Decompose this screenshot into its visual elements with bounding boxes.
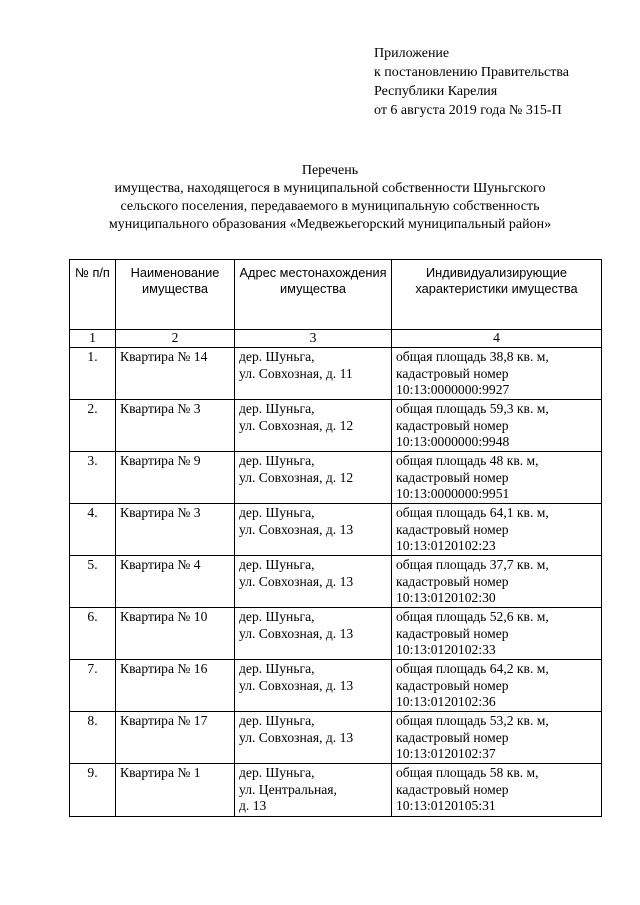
property-characteristics — [392, 348, 602, 400]
characteristic-line: 10:13:0120102:23 — [396, 538, 496, 553]
header-line: имущества — [141, 281, 209, 296]
address-line: дер. Шуньга, — [239, 349, 315, 364]
characteristic-line: общая площадь 37,7 кв. м, — [396, 557, 549, 572]
row-number: 2. — [70, 400, 116, 452]
property-address — [235, 712, 392, 764]
characteristic-line: общая площадь 38,8 кв. м, — [396, 349, 549, 364]
header-line: Наименование — [130, 265, 220, 280]
characteristic-line: общая площадь 64,1 кв. м, — [396, 505, 549, 520]
characteristic-line: кадастровый номер — [396, 365, 509, 381]
address-line: ул. Совхозная, д. 12 — [239, 469, 354, 485]
address-line: ул. Совхозная, д. 13 — [239, 729, 354, 745]
property-name: Квартира № 17 — [116, 712, 235, 764]
property-table — [69, 259, 602, 817]
characteristic-line: общая площадь 64,2 кв. м, — [396, 661, 549, 676]
characteristic-line: кадастровый номер — [396, 521, 509, 537]
header-name — [116, 260, 235, 330]
header-characteristics — [392, 260, 602, 330]
property-name: Квартира № 4 — [116, 556, 235, 608]
address-line: ул. Совхозная, д. 13 — [239, 521, 354, 537]
characteristic-line: кадастровый номер — [396, 417, 509, 433]
property-characteristics — [392, 660, 602, 712]
column-number: 4 — [392, 330, 602, 348]
table-row — [70, 452, 602, 504]
header-line: № — [75, 265, 89, 280]
row-number: 3. — [70, 452, 116, 504]
characteristic-line: кадастровый номер — [396, 677, 509, 693]
column-number: 2 — [116, 330, 235, 348]
table-row — [70, 400, 602, 452]
characteristic-line: 10:13:0000000:9948 — [396, 434, 510, 449]
property-characteristics — [392, 504, 602, 556]
address-line: дер. Шуньга, — [239, 713, 315, 728]
address-line: ул. Совхозная, д. 12 — [239, 417, 354, 433]
appendix-block — [374, 44, 569, 120]
characteristic-line: кадастровый номер — [396, 469, 509, 485]
table-row — [70, 504, 602, 556]
table-row — [70, 712, 602, 764]
header-line: Индивидуализирующие — [425, 265, 568, 280]
address-line: ул. Совхозная, д. 13 — [239, 625, 354, 641]
title-line: Перечень — [301, 163, 359, 178]
row-number: 1. — [70, 348, 116, 400]
address-line: дер. Шуньга, — [239, 401, 315, 416]
appendix-line: от 6 августа 2019 года № 315-П — [374, 103, 562, 118]
table-row — [70, 608, 602, 660]
characteristic-line: 10:13:0120102:36 — [396, 694, 496, 709]
row-number: 8. — [70, 712, 116, 764]
column-number: 3 — [235, 330, 392, 348]
property-address — [235, 556, 392, 608]
row-number: 7. — [70, 660, 116, 712]
header-line: п/п — [92, 265, 110, 280]
header-line: характеристики имущества — [415, 281, 578, 296]
property-name: Квартира № 16 — [116, 660, 235, 712]
property-address — [235, 452, 392, 504]
characteristic-line: общая площадь 48 кв. м, — [396, 453, 539, 468]
characteristic-line: общая площадь 53,2 кв. м, — [396, 713, 549, 728]
address-line: ул. Совхозная, д. 13 — [239, 677, 354, 693]
characteristic-line: общая площадь 52,6 кв. м, — [396, 609, 549, 624]
title-line: имущества, находящегося в муниципальной собственности Шуньгского — [114, 181, 546, 196]
appendix-line: к постановлению Правительства — [374, 65, 570, 80]
characteristic-line: 10:13:0120102:30 — [396, 590, 496, 605]
address-line: дер. Шуньга, — [239, 557, 315, 572]
row-number: 5. — [70, 556, 116, 608]
address-line: дер. Шуньга, — [239, 765, 315, 780]
characteristic-line: кадастровый номер — [396, 573, 509, 589]
header-line: местонахождения — [279, 265, 387, 280]
address-line: д. 13 — [239, 798, 267, 813]
characteristic-line: общая площадь 58 кв. м, — [396, 765, 539, 780]
table-row — [70, 348, 602, 400]
characteristic-line: кадастровый номер — [396, 625, 509, 641]
property-address — [235, 608, 392, 660]
row-number: 9. — [70, 764, 116, 817]
characteristic-line: 10:13:0000000:9927 — [396, 382, 510, 397]
address-line: ул. Совхозная, д. 13 — [239, 573, 354, 589]
header-line: имущества — [279, 281, 347, 296]
characteristic-line: 10:13:0000000:9951 — [396, 486, 510, 501]
property-characteristics — [392, 712, 602, 764]
address-line: ул. Центральная, — [239, 781, 337, 797]
title-line: муниципального образования «Медвежьегорский муниципальный район» — [108, 217, 552, 232]
characteristic-line: кадастровый номер — [396, 781, 509, 797]
appendix-line: Приложение — [374, 46, 450, 61]
address-line: дер. Шуньга, — [239, 661, 315, 676]
table-row — [70, 764, 602, 817]
table-row — [70, 660, 602, 712]
table-header-row — [70, 260, 602, 330]
row-number: 4. — [70, 504, 116, 556]
property-address — [235, 764, 392, 817]
property-address — [235, 660, 392, 712]
characteristic-line: кадастровый номер — [396, 729, 509, 745]
header-address — [235, 260, 392, 330]
appendix-line: Республики Карелия — [374, 84, 498, 99]
property-characteristics — [392, 764, 602, 817]
property-name: Квартира № 3 — [116, 504, 235, 556]
property-characteristics — [392, 608, 602, 660]
column-number-row — [70, 330, 602, 348]
property-characteristics — [392, 556, 602, 608]
characteristic-line: 10:13:0120105:31 — [396, 798, 496, 813]
property-name: Квартира № 14 — [116, 348, 235, 400]
property-characteristics — [392, 400, 602, 452]
address-line: дер. Шуньга, — [239, 453, 315, 468]
property-address — [235, 348, 392, 400]
characteristic-line: общая площадь 59,3 кв. м, — [396, 401, 549, 416]
property-name: Квартира № 1 — [116, 764, 235, 817]
property-name: Квартира № 3 — [116, 400, 235, 452]
characteristic-line: 10:13:0120102:33 — [396, 642, 496, 657]
property-address — [235, 400, 392, 452]
document-title — [60, 162, 600, 234]
property-address — [235, 504, 392, 556]
table-row — [70, 556, 602, 608]
column-number: 1 — [70, 330, 116, 348]
property-name: Квартира № 9 — [116, 452, 235, 504]
address-line: ул. Совхозная, д. 11 — [239, 365, 353, 381]
header-num — [70, 260, 116, 330]
table-body — [70, 348, 602, 817]
row-number: 6. — [70, 608, 116, 660]
property-characteristics — [392, 452, 602, 504]
header-line: Адрес — [239, 265, 277, 280]
title-line: сельского поселения, передаваемого в муниципальную собственность — [120, 199, 540, 214]
property-name: Квартира № 10 — [116, 608, 235, 660]
characteristic-line: 10:13:0120102:37 — [396, 746, 496, 761]
address-line: дер. Шуньга, — [239, 609, 315, 624]
address-line: дер. Шуньга, — [239, 505, 315, 520]
